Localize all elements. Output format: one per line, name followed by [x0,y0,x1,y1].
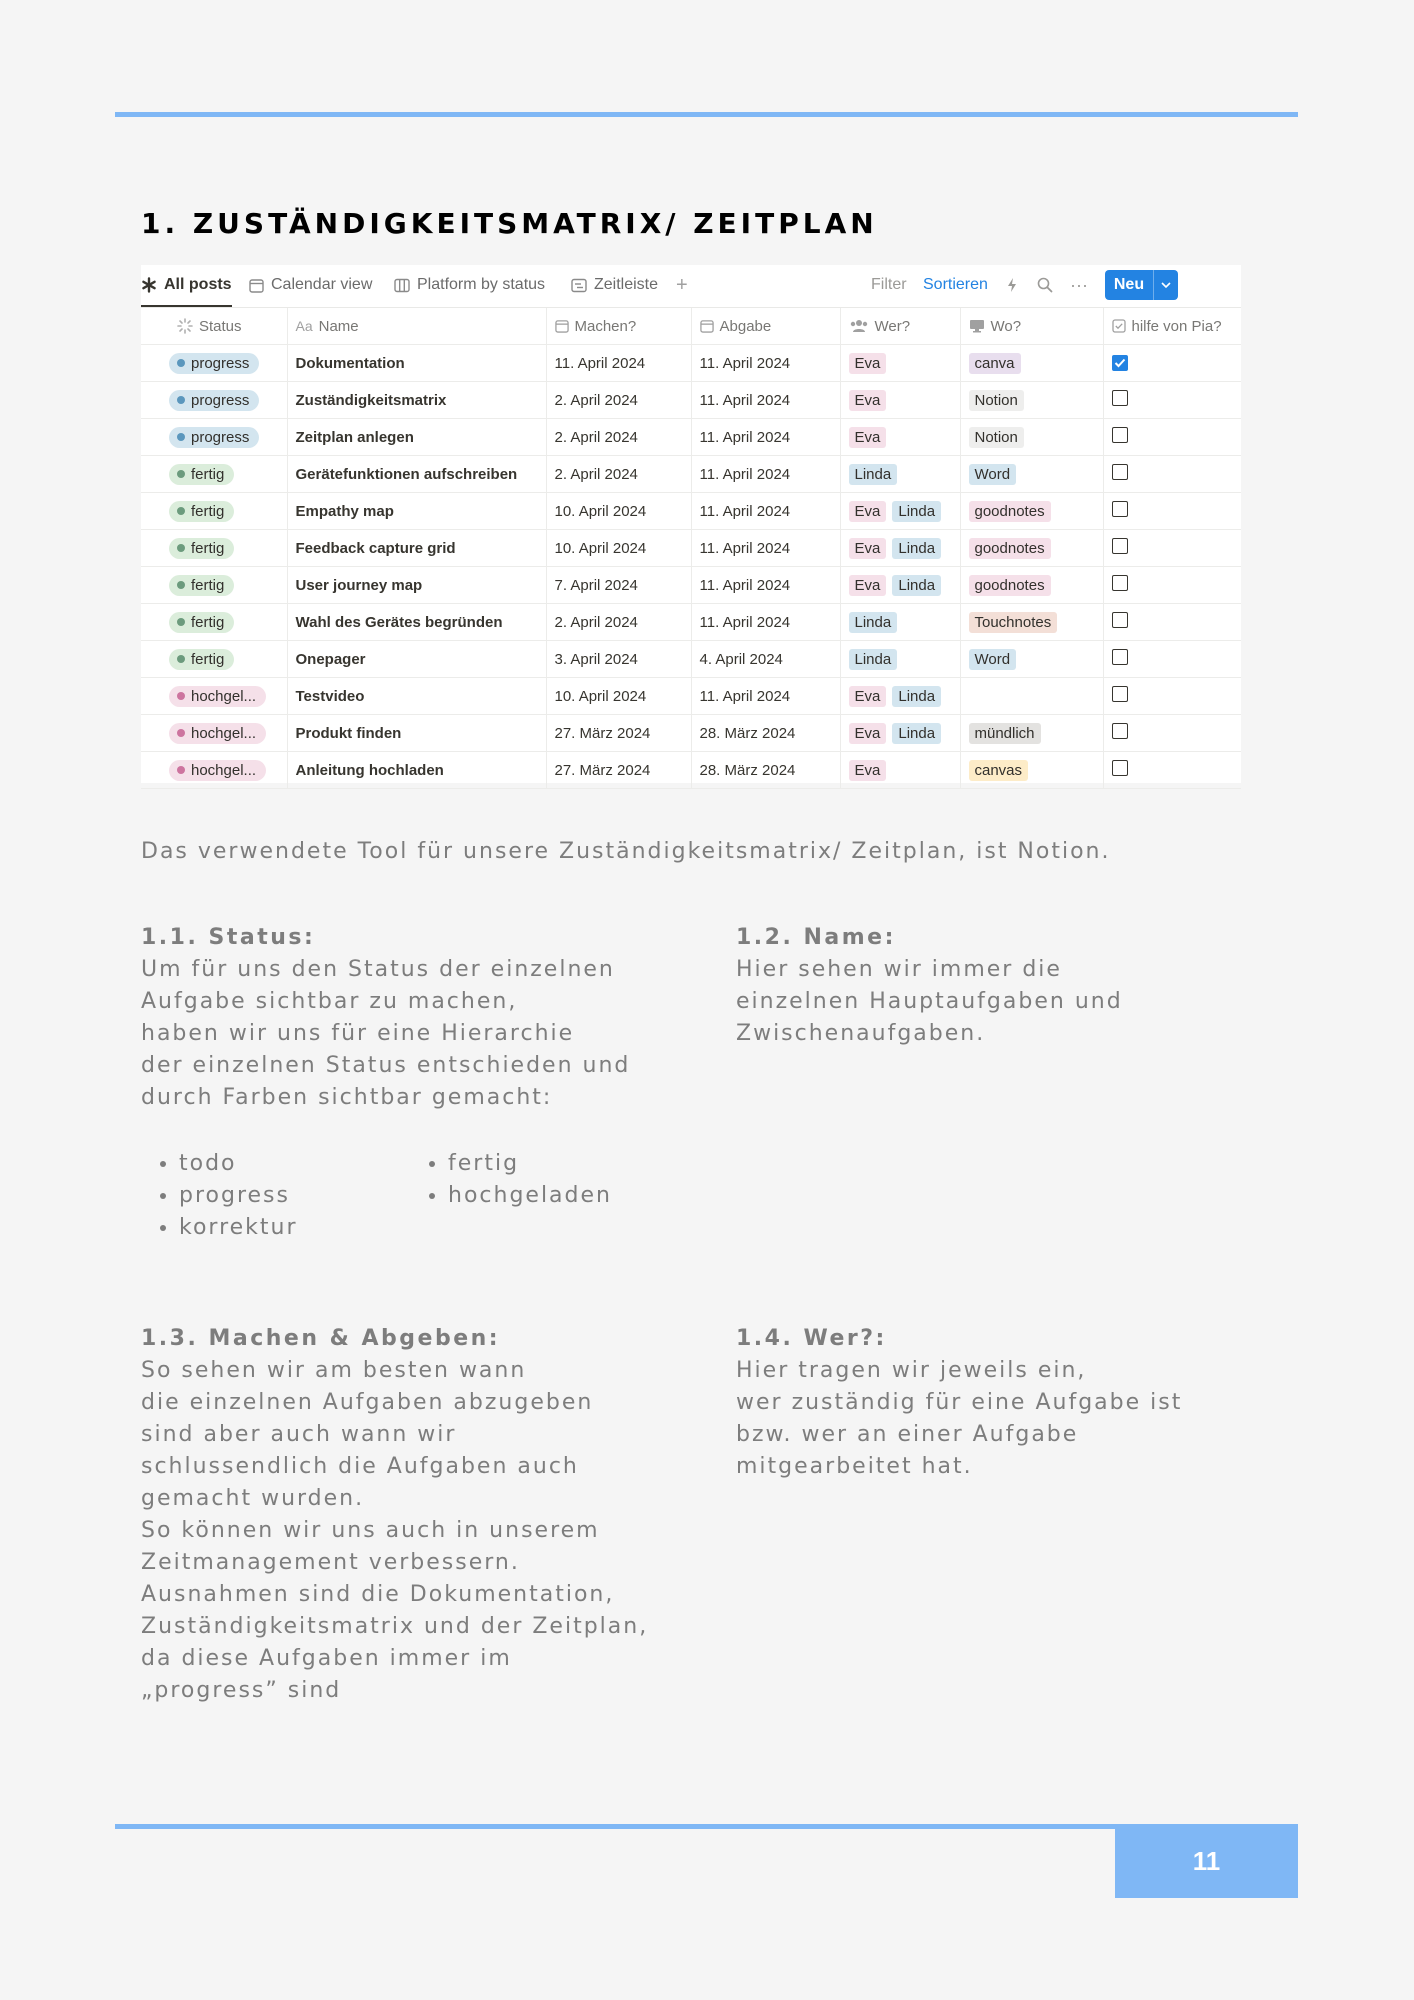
column-header-wo[interactable] [960,308,1103,345]
status-badge [169,649,234,670]
table-row[interactable] [141,567,1241,604]
column-header-abgabe[interactable] [691,308,840,345]
checkbox[interactable] [1112,464,1128,480]
cell-wer[interactable] [840,715,960,752]
cell-wer[interactable] [840,493,960,530]
text-line: schlussendlich die Aufgaben auch [141,1454,579,1479]
list-item: • korrektur [179,1212,298,1244]
bottom-rule [115,1824,1115,1829]
section-heading: 1.2. Name: [736,925,896,950]
section-name [736,922,1123,1050]
table-row[interactable] [141,345,1241,382]
section-machen-abgeben [141,1323,648,1707]
cell-status[interactable] [141,382,287,419]
cell-abgabe[interactable]: 11. April 2024 [691,419,840,456]
text-line: sind aber auch wann wir [141,1422,457,1447]
status-dot-icon [177,433,185,441]
person-tag: Linda [892,575,941,596]
column-label: Wer? [874,317,911,335]
text-line: da diese Aufgaben immer im [141,1646,512,1671]
person-tag: Linda [849,649,898,670]
status-badge [169,575,234,596]
checkbox[interactable] [1112,760,1128,776]
status-badge [169,760,266,781]
cell-wo[interactable] [960,382,1103,419]
cell-name[interactable]: Zuständigkeitsmatrix [287,382,546,419]
table-row[interactable] [141,604,1241,641]
table-row[interactable] [141,382,1241,419]
status-dot-icon [177,655,185,663]
list-item: • todo [179,1148,298,1180]
cell-hilfe[interactable] [1103,456,1241,493]
cell-wo[interactable] [960,567,1103,604]
cell-machen[interactable]: 2. April 2024 [546,604,691,641]
text-line: So können wir uns auch in unserem [141,1518,600,1543]
cell-hilfe[interactable] [1103,345,1241,382]
cell-wo[interactable] [960,419,1103,456]
cell-hilfe[interactable] [1103,493,1241,530]
section-status [141,922,630,1114]
add-view-icon[interactable]: + [676,273,688,296]
filter-button[interactable]: Filter [871,276,907,293]
table-header-row [141,308,1241,345]
cell-status[interactable] [141,419,287,456]
tab-zeitleiste[interactable] [571,265,658,305]
status-badge [169,686,266,707]
status-badge [169,538,234,559]
text-line: Zeitmanagement verbessern. [141,1550,520,1575]
cell-wo[interactable] [960,678,1103,715]
table-row[interactable] [141,641,1241,678]
checkbox[interactable] [1112,612,1128,628]
top-rule [115,112,1298,117]
column-label: Name [318,317,359,335]
person-tag: Eva [849,760,887,781]
tab-label: All posts [164,276,232,293]
person-tag: Eva [849,686,887,707]
cell-machen[interactable]: 27. März 2024 [546,715,691,752]
tool-tag: Notion [969,390,1024,411]
monitor-icon [969,319,985,333]
text-line: mitgearbeitet hat. [736,1454,973,1479]
cell-abgabe[interactable]: 11. April 2024 [691,456,840,493]
cell-wo[interactable] [960,530,1103,567]
chevron-down-icon[interactable] [1154,282,1178,289]
cell-hilfe[interactable] [1103,419,1241,456]
cell-wo[interactable] [960,604,1103,641]
cell-machen[interactable]: 7. April 2024 [546,567,691,604]
cell-wer[interactable] [840,752,960,789]
status-badge [169,501,234,522]
cell-status[interactable] [141,530,287,567]
section-heading: 1.4. Wer?: [736,1326,887,1351]
section-body [736,954,1123,1050]
cell-hilfe[interactable] [1103,715,1241,752]
new-button-label: Neu [1113,276,1145,293]
checkbox[interactable] [1112,390,1128,406]
cell-wer[interactable] [840,678,960,715]
page-number: 11 [1115,1824,1298,1898]
cell-wo[interactable] [960,641,1103,678]
column-header-name[interactable] [287,308,546,345]
table-row[interactable] [141,530,1241,567]
intro-text: Das verwendete Tool für unsere Zuständigkeitsmatrix/ Zeitplan, ist Notion. [141,839,1111,864]
checkbox[interactable] [1112,649,1128,665]
checkbox[interactable] [1112,427,1128,443]
status-badge [169,464,234,485]
status-dot-icon [177,618,185,626]
status-dot-icon [177,470,185,478]
person-tag: Eva [849,353,887,374]
person-tag: Linda [849,612,898,633]
list-item: • fertig [448,1148,612,1180]
cell-machen[interactable]: 2. April 2024 [546,419,691,456]
cell-status[interactable] [141,456,287,493]
more-options-icon[interactable]: ··· [1070,274,1088,295]
text-line: einzelnen Hauptaufgaben und [736,989,1123,1014]
status-label: fertig [191,539,225,557]
section-wer [736,1323,1182,1483]
cell-abgabe[interactable]: 11. April 2024 [691,345,840,382]
text-line: haben wir uns für eine Hierarchie [141,1021,575,1046]
status-label: fertig [191,576,225,594]
cell-wer[interactable] [840,530,960,567]
table-row[interactable] [141,456,1241,493]
cell-machen[interactable]: 10. April 2024 [546,493,691,530]
text-line: „progress” sind [141,1678,342,1703]
tab-platform-by-status[interactable] [394,265,545,305]
tool-tag: canvas [969,760,1029,781]
section-body [736,1355,1182,1483]
table-row[interactable] [141,715,1241,752]
status-badge [169,427,259,448]
status-label: progress [191,391,250,409]
person-tag: Eva [849,538,887,559]
text-line: Zwischenaufgaben. [736,1021,986,1046]
cell-name[interactable]: User journey map [287,567,546,604]
cell-hilfe[interactable] [1103,752,1241,789]
checkbox[interactable] [1112,723,1128,739]
cell-status[interactable] [141,641,287,678]
column-label: Machen? [574,317,637,335]
cell-name[interactable]: Anleitung hochladen [287,752,546,789]
board-icon [394,278,410,293]
cell-hilfe[interactable] [1103,530,1241,567]
cell-wo[interactable] [960,752,1103,789]
asterisk-icon [141,277,157,293]
column-label: Abgabe [719,317,772,335]
tool-tag: goodnotes [969,501,1051,522]
automation-lightning-icon[interactable] [1006,265,1018,305]
status-badge [169,390,259,411]
cell-abgabe[interactable]: 11. April 2024 [691,604,840,641]
cell-status[interactable] [141,715,287,752]
cell-name[interactable]: Dokumentation [287,345,546,382]
checkbox[interactable] [1112,575,1128,591]
cell-wo[interactable] [960,493,1103,530]
tab-calendar-view[interactable] [249,265,372,305]
section-body [141,1355,648,1707]
status-badge [169,612,234,633]
column-header-wer[interactable] [840,308,960,345]
cell-name[interactable]: Gerätefunktionen aufschreiben [287,456,546,493]
notion-database-screenshot [141,265,1241,783]
cell-wo[interactable] [960,345,1103,382]
cell-wer[interactable] [840,382,960,419]
status-label: progress [191,354,250,372]
tool-tag: mündlich [969,723,1041,744]
checkbox[interactable] [1112,686,1128,702]
status-dot-icon [177,507,185,515]
column-header-hilfe[interactable] [1103,308,1241,345]
cell-machen[interactable]: 10. April 2024 [546,678,691,715]
text-line: Hier tragen wir jeweils ein, [736,1358,1087,1383]
table-row[interactable] [141,752,1241,789]
status-dot-icon [177,766,185,774]
status-label: hochgel... [191,724,257,742]
cell-machen[interactable]: 3. April 2024 [546,641,691,678]
sort-button[interactable]: Sortieren [923,276,988,293]
cell-wo[interactable] [960,456,1103,493]
tab-all-posts[interactable] [141,265,232,307]
status-icon [177,318,193,334]
new-button[interactable] [1105,270,1178,300]
tool-tag: goodnotes [969,575,1051,596]
table-body [141,345,1241,789]
section-heading: 1.3. Machen & Abgeben: [141,1326,501,1351]
text-line: Aufgabe sichtbar zu machen, [141,989,518,1014]
text-line: Hier sehen wir immer die [736,957,1062,982]
status-label: fertig [191,465,225,483]
column-header-status[interactable] [141,308,287,345]
status-dot-icon [177,359,185,367]
tab-label: Zeitleiste [594,276,659,293]
cell-wer[interactable] [840,456,960,493]
table-row[interactable] [141,419,1241,456]
cell-abgabe[interactable]: 11. April 2024 [691,493,840,530]
cell-status[interactable] [141,345,287,382]
column-label: Status [199,317,242,335]
person-tag: Linda [892,501,941,522]
checkbox-property-icon [1112,319,1126,333]
cell-status[interactable] [141,678,287,715]
column-label: Wo? [990,317,1022,335]
status-badge [169,353,259,374]
tool-tag: goodnotes [969,538,1051,559]
status-dot-icon [177,396,185,404]
cell-status[interactable] [141,752,287,789]
text-property-icon: Aa [295,318,313,334]
person-tag: Eva [849,427,887,448]
cell-machen[interactable]: 11. April 2024 [546,345,691,382]
cell-wo[interactable] [960,715,1103,752]
section-heading: 1.1. Status: [141,925,316,950]
tool-tag: Word [969,649,1017,670]
cell-abgabe[interactable]: 28. März 2024 [691,752,840,789]
people-icon [849,319,869,333]
cell-abgabe[interactable]: 11. April 2024 [691,567,840,604]
status-label: progress [191,428,250,446]
status-badge [169,723,266,744]
cell-machen[interactable]: 27. März 2024 [546,752,691,789]
cell-hilfe[interactable] [1103,678,1241,715]
tool-tag: Word [969,464,1017,485]
calendar-icon [249,278,264,293]
checkbox[interactable] [1112,501,1128,517]
status-dot-icon [177,729,185,737]
cell-abgabe[interactable]: 28. März 2024 [691,715,840,752]
person-tag: Linda [892,723,941,744]
cell-name[interactable]: Testvideo [287,678,546,715]
person-tag: Linda [892,538,941,559]
cell-abgabe[interactable]: 11. April 2024 [691,530,840,567]
text-line: durch Farben sichtbar gemacht: [141,1085,553,1110]
cell-wer[interactable] [840,419,960,456]
status-label: fertig [191,650,225,668]
cell-machen[interactable]: 10. April 2024 [546,530,691,567]
text-line: der einzelnen Status entschieden und [141,1053,631,1078]
tool-tag: Notion [969,427,1024,448]
tool-tag: canva [969,353,1021,374]
person-tag: Eva [849,390,887,411]
section-body [141,954,630,1114]
person-tag: Eva [849,575,887,596]
text-line: Um für uns den Status der einzelnen [141,957,615,982]
text-line: gemacht wurden. [141,1486,365,1511]
page-title: 1. ZUSTÄNDIGKEITSMATRIX/ ZEITPLAN [141,207,878,240]
cell-hilfe[interactable] [1103,382,1241,419]
person-tag: Linda [892,686,941,707]
text-line: die einzelnen Aufgaben abzugeben [141,1390,594,1415]
cell-name[interactable]: Feedback capture grid [287,530,546,567]
status-label: hochgel... [191,761,257,779]
status-label: fertig [191,502,225,520]
status-label: hochgel... [191,687,257,705]
timeline-icon [571,278,587,293]
calendar-icon [700,319,714,333]
cell-name[interactable]: Onepager [287,641,546,678]
status-dot-icon [177,692,185,700]
cell-status[interactable] [141,567,287,604]
cell-abgabe[interactable]: 11. April 2024 [691,382,840,419]
column-label: hilfe von Pia? [1131,317,1222,335]
text-line: So sehen wir am besten wann [141,1358,527,1383]
list-item: • progress [179,1180,298,1212]
cell-hilfe[interactable] [1103,641,1241,678]
cell-machen[interactable]: 2. April 2024 [546,382,691,419]
cell-name[interactable]: Zeitplan anlegen [287,419,546,456]
status-dot-icon [177,581,185,589]
list-item: • hochgeladen [448,1180,612,1212]
database-table [141,308,1241,789]
cell-status[interactable] [141,493,287,530]
status-dot-icon [177,544,185,552]
table-row[interactable] [141,678,1241,715]
cell-hilfe[interactable] [1103,567,1241,604]
search-icon[interactable] [1037,265,1053,305]
cell-wer[interactable] [840,345,960,382]
person-tag: Eva [849,723,887,744]
cell-wer[interactable] [840,641,960,678]
status-list-left [141,1148,298,1244]
column-header-machen[interactable] [546,308,691,345]
tool-tag: Touchnotes [969,612,1058,633]
view-toolbar [141,265,1241,308]
cell-abgabe[interactable]: 11. April 2024 [691,678,840,715]
table-row[interactable] [141,493,1241,530]
text-line: wer zuständig für eine Aufgabe ist [736,1390,1183,1415]
checkbox-checked[interactable] [1112,355,1128,371]
cell-wer[interactable] [840,567,960,604]
tab-label: Platform by status [417,276,546,293]
person-tag: Linda [849,464,898,485]
calendar-icon [555,319,569,333]
cell-status[interactable] [141,604,287,641]
checkbox[interactable] [1112,538,1128,554]
cell-wer[interactable] [840,604,960,641]
status-list-right [410,1148,612,1212]
cell-name[interactable]: Produkt finden [287,715,546,752]
text-line: Ausnahmen sind die Dokumentation, [141,1582,615,1607]
cell-hilfe[interactable] [1103,604,1241,641]
cell-abgabe[interactable]: 4. April 2024 [691,641,840,678]
cell-name[interactable]: Empathy map [287,493,546,530]
text-line: Zuständigkeitsmatrix und der Zeitplan, [141,1614,649,1639]
status-label: fertig [191,613,225,631]
tab-label: Calendar view [271,276,373,293]
cell-machen[interactable]: 2. April 2024 [546,456,691,493]
person-tag: Eva [849,501,887,522]
cell-name[interactable]: Wahl des Gerätes begründen [287,604,546,641]
text-line: bzw. wer an einer Aufgabe [736,1422,1079,1447]
